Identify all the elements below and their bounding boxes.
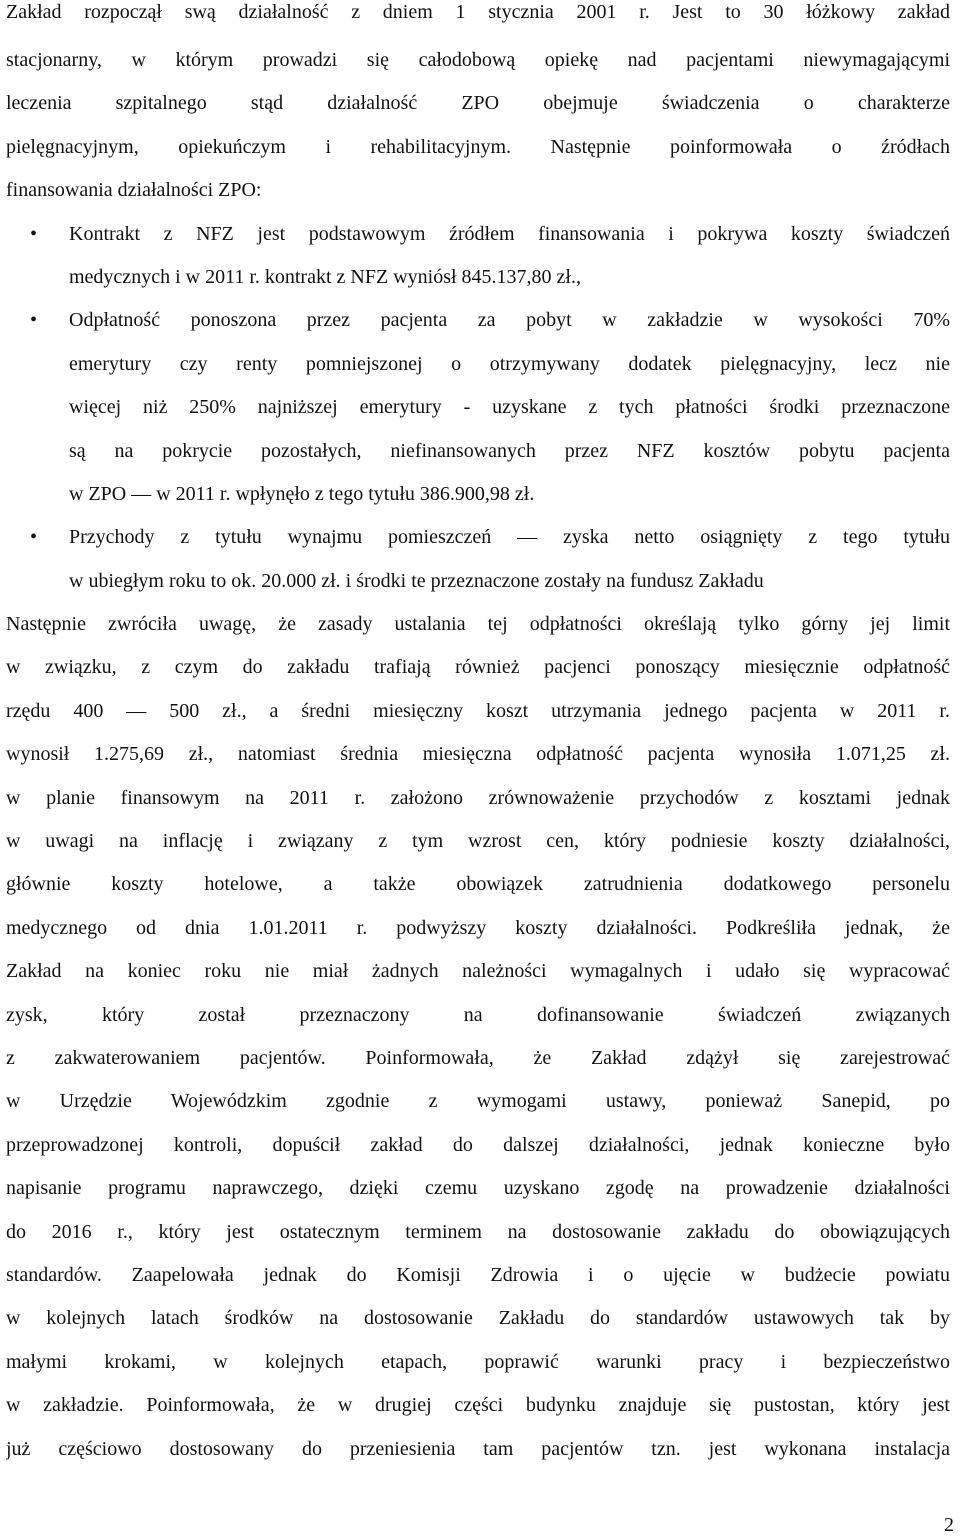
text-line: do 2016 r., który jest ostatecznym terminem na dostosowanie zakładu do obowiązujących bbox=[6, 1220, 950, 1243]
text-line: rzędu 400 — 500 zł., a średni miesięczny koszt utrzymania jednego pacjenta w 2011 r. bbox=[6, 699, 950, 722]
text-line: leczenia szpitalnego stąd działalność ZPO obejmuje świadczenia o charakterze bbox=[6, 92, 950, 115]
list-item-nfz-contract bbox=[6, 213, 950, 300]
text-line: w Urzędzie Wojewódzkim zgodnie z wymogami ustawy, ponieważ Sanepid, po bbox=[6, 1090, 950, 1113]
text-line: w uwagi na inflację i związany z tym wzrost cen, który podniesie koszty działalności, bbox=[6, 830, 950, 853]
list-item-rental-income bbox=[6, 516, 950, 603]
intro-paragraph bbox=[6, 0, 950, 213]
text-line: Zakład rozpoczął swą działalność z dniem 1 stycznia 2001 r. Jest to 30 łóżkowy zakład bbox=[6, 1, 950, 23]
text-line: w związku, z czym do zakładu trafiają również pacjenci ponoszący miesięcznie odpłatność bbox=[6, 656, 950, 679]
list-item-patient-fee bbox=[6, 299, 950, 516]
funding-sources-list bbox=[6, 213, 950, 604]
bullet-icon: • bbox=[30, 222, 38, 245]
text-line: napisanie programu naprawczego, dzięki czemu uzyskano zgodę na prowadzenie działalności bbox=[6, 1177, 950, 1200]
text-line: Zakład na koniec roku nie miał żadnych należności wymagalnych i udało się wypracować bbox=[6, 960, 950, 983]
bullet-icon: • bbox=[30, 526, 38, 549]
bullet-icon: • bbox=[30, 309, 38, 332]
text-line: Kontrakt z NFZ jest podstawowym źródłem finansowania i pokrywa koszty świadczeń bbox=[69, 222, 950, 245]
text-line: Odpłatność ponoszona przez pacjenta za pobyt w zakładzie w wysokości 70% bbox=[69, 309, 950, 332]
document-page bbox=[6, 0, 950, 1471]
text-line: małymi krokami, w kolejnych etapach, poprawić warunki pracy i bezpieczeństwo bbox=[6, 1350, 950, 1373]
text-line: z zakwaterowaniem pacjentów. Poinformowała, że Zakład zdążył się zarejestrować bbox=[6, 1046, 950, 1069]
text-line: wynosił 1.275,69 zł., natomiast średnia miesięczna odpłatność pacjenta wynosiła 1.071,25 zł. bbox=[6, 743, 950, 766]
text-line: w zakładzie. Poinformowała, że w drugiej części budynku znajduje się pustostan, który jest bbox=[6, 1394, 950, 1417]
text-line: są na pokrycie pozostałych, niefinansowanych przez NFZ kosztów pobytu pacjenta bbox=[69, 439, 950, 462]
text-line: pielęgnacyjnym, opiekuńczym i rehabilitacyjnym. Następnie poinformowała o źródłach bbox=[6, 135, 950, 158]
text-line: w ZPO — w 2011 r. wpłynęło z tego tytułu 386.900,98 zł. bbox=[69, 482, 535, 505]
text-line: przeprowadzonej kontroli, dopuścił zakład do dalszej działalności, jednak konieczne było bbox=[6, 1133, 950, 1156]
text-line: zysk, który został przeznaczony na dofinansowanie świadczeń związanych bbox=[6, 1003, 950, 1026]
text-line: głównie koszty hotelowe, a także obowiązek zatrudnienia dodatkowego personelu bbox=[6, 873, 950, 896]
text-line: Przychody z tytułu wynajmu pomieszczeń — zyska netto osiągnięty z tego tytułu bbox=[69, 526, 950, 549]
text-line: w planie finansowym na 2011 r. założono zrównoważenie przychodów z kosztami jednak bbox=[6, 786, 950, 809]
text-line: emerytury czy renty pomniejszonej o otrzymywany dodatek pielęgnacyjny, lecz nie bbox=[69, 352, 950, 375]
text-line: już częściowo dostosowany do przeniesienia tam pacjentów tzn. jest wykonana instalacja bbox=[6, 1437, 950, 1460]
text-line: finansowania działalności ZPO: bbox=[6, 179, 262, 202]
text-line: medycznych i w 2011 r. kontrakt z NFZ wyniósł 845.137,80 zł., bbox=[69, 265, 581, 288]
text-line: w ubiegłym roku to ok. 20.000 zł. i środki te przeznaczone zostały na fundusz Zakładu bbox=[69, 569, 764, 592]
page-number: 2 bbox=[944, 1514, 954, 1536]
text-line: w kolejnych latach środków na dostosowanie Zakładu do standardów ustawowych tak by bbox=[6, 1307, 950, 1330]
text-line: stacjonarny, w którym prowadzi się całodobową opiekę nad pacjentami niewymagającymi bbox=[6, 49, 950, 71]
body-paragraph bbox=[6, 603, 950, 1471]
text-line: Następnie zwróciła uwagę, że zasady ustalania tej odpłatności określają tylko górny jej limit bbox=[6, 613, 950, 636]
text-line: medycznego od dnia 1.01.2011 r. podwyższy koszty działalności. Podkreśliła jednak, że bbox=[6, 916, 950, 939]
text-line: standardów. Zaapelowała jednak do Komisji Zdrowia i o ujęcie w budżecie powiatu bbox=[6, 1263, 950, 1286]
text-line: więcej niż 250% najniższej emerytury - uzyskane z tych płatności środki przeznaczone bbox=[69, 396, 950, 419]
